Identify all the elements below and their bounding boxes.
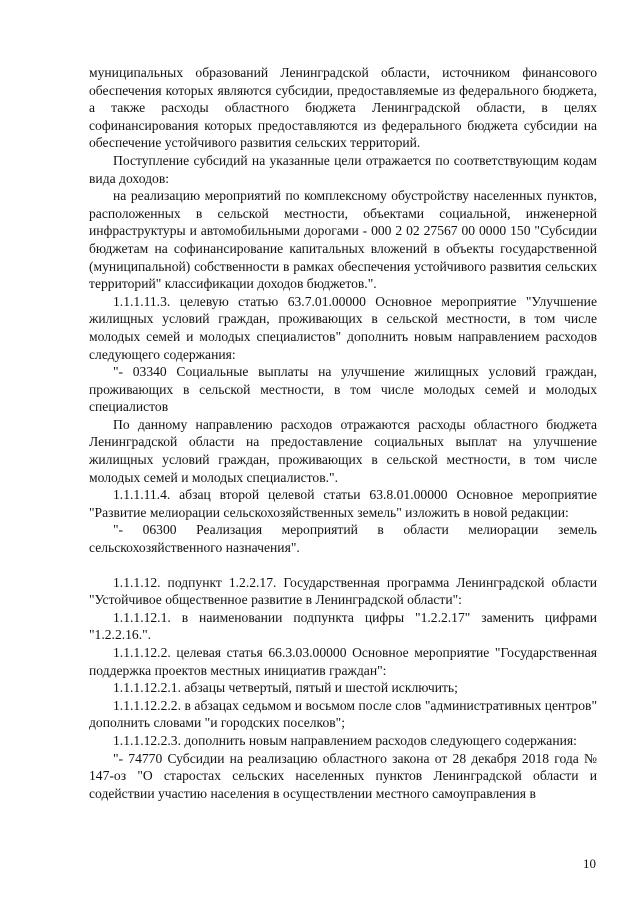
paragraph-expense-description: По данному направлению расходов отражаются расходы областного бюджета Ленинградской области на предоставление социальных выплат на улучшение жилищных условий граждан, проживающих в сельской местности, в том числе молодых семей и молодых специалистов.". xyxy=(89,416,597,485)
paragraph-spacer xyxy=(89,557,597,574)
paragraph-item-1-1-1-11-3: 1.1.1.11.3. целевую статью 63.7.01.00000 Основное мероприятие "Улучшение жилищных условий граждан, проживающих в сельской местности, в том числе молодых семей и молодых специалистов" дополнить новым направлением расходов следующего содержания: xyxy=(89,293,597,362)
paragraph-continuation: муниципальных образований Ленинградской области, источником финансового обеспечения которых являются субсидии, предоставляемые из федерального бюджета, а также расходы областного бюджета Ленинградской области, в целях софинансирования которых предоставляются из федерального бюджета субсидии на обеспечение устойчивого развития сельских территорий. xyxy=(89,65,597,151)
document-body xyxy=(89,64,597,802)
page-number: 10 xyxy=(583,856,596,871)
paragraph-item-1-1-1-12: 1.1.1.12. подпункт 1.2.2.17. Государственная программа Ленинградской области "Устойчивое общественное развитие в Ленинградской области": xyxy=(89,574,597,608)
paragraph-rural-infrastructure: на реализацию мероприятий по комплексному обустройству населенных пунктов, расположенных в сельской местности, объектами социальной, инженерной инфраструктуры и автомобильными дорогами - 000 2 02 27567 00 0000 150 "Субсидии бюджетам на софинансирование капитальных вложений в объекты государственной (муниципальной) собственности в рамках обеспечения устойчивого развития сельских территорий" классификации доходов бюджетов.". xyxy=(89,188,597,292)
paragraph-income-codes: Поступление субсидий на указанные цели отражается по соответствующим кодам вида доходов: xyxy=(89,152,597,186)
paragraph-code-74770: "- 74770 Субсидии на реализацию областного закона от 28 декабря 2018 года № 147-оз "О старостах сельских населенных пунктов Ленинградской области и содействии участию населения в осуществлении местного самоуправления в xyxy=(89,750,597,801)
paragraph-code-03340: "- 03340 Социальные выплаты на улучшение жилищных условий граждан, проживающих в сельской местности, в том числе молодых семей и молодых специалистов xyxy=(89,364,597,415)
paragraph-item-1-1-1-12-1: 1.1.1.12.1. в наименовании подпункта цифры "1.2.2.17" заменить цифрами "1.2.2.16.". xyxy=(89,609,597,643)
paragraph-code-06300: "- 06300 Реализация мероприятий в области мелиорации земель сельскохозяйственного назначения". xyxy=(89,522,597,556)
paragraph-item-1-1-1-11-4: 1.1.1.11.4. абзац второй целевой статьи 63.8.01.00000 Основное мероприятие "Развитие мелиорации сельскохозяйственных земель" изложить в новой редакции: xyxy=(89,487,597,520)
paragraph-item-1-1-1-12-2: 1.1.1.12.2. целевая статья 66.3.03.00000 Основное мероприятие "Государственная поддержка проектов местных инициатив граждан": xyxy=(89,645,597,678)
paragraph-item-1-1-1-12-2-2: 1.1.1.12.2.2. в абзацах седьмом и восьмом после слов "административных центров" дополнить словами "и городских поселков"; xyxy=(89,697,597,731)
paragraph-item-1-1-1-12-2-3: 1.1.1.12.2.3. дополнить новым направлением расходов следующего содержания: xyxy=(113,732,577,748)
paragraph-item-1-1-1-12-2-1: 1.1.1.12.2.1. абзацы четвертый, пятый и шестой исключить; xyxy=(113,680,458,696)
